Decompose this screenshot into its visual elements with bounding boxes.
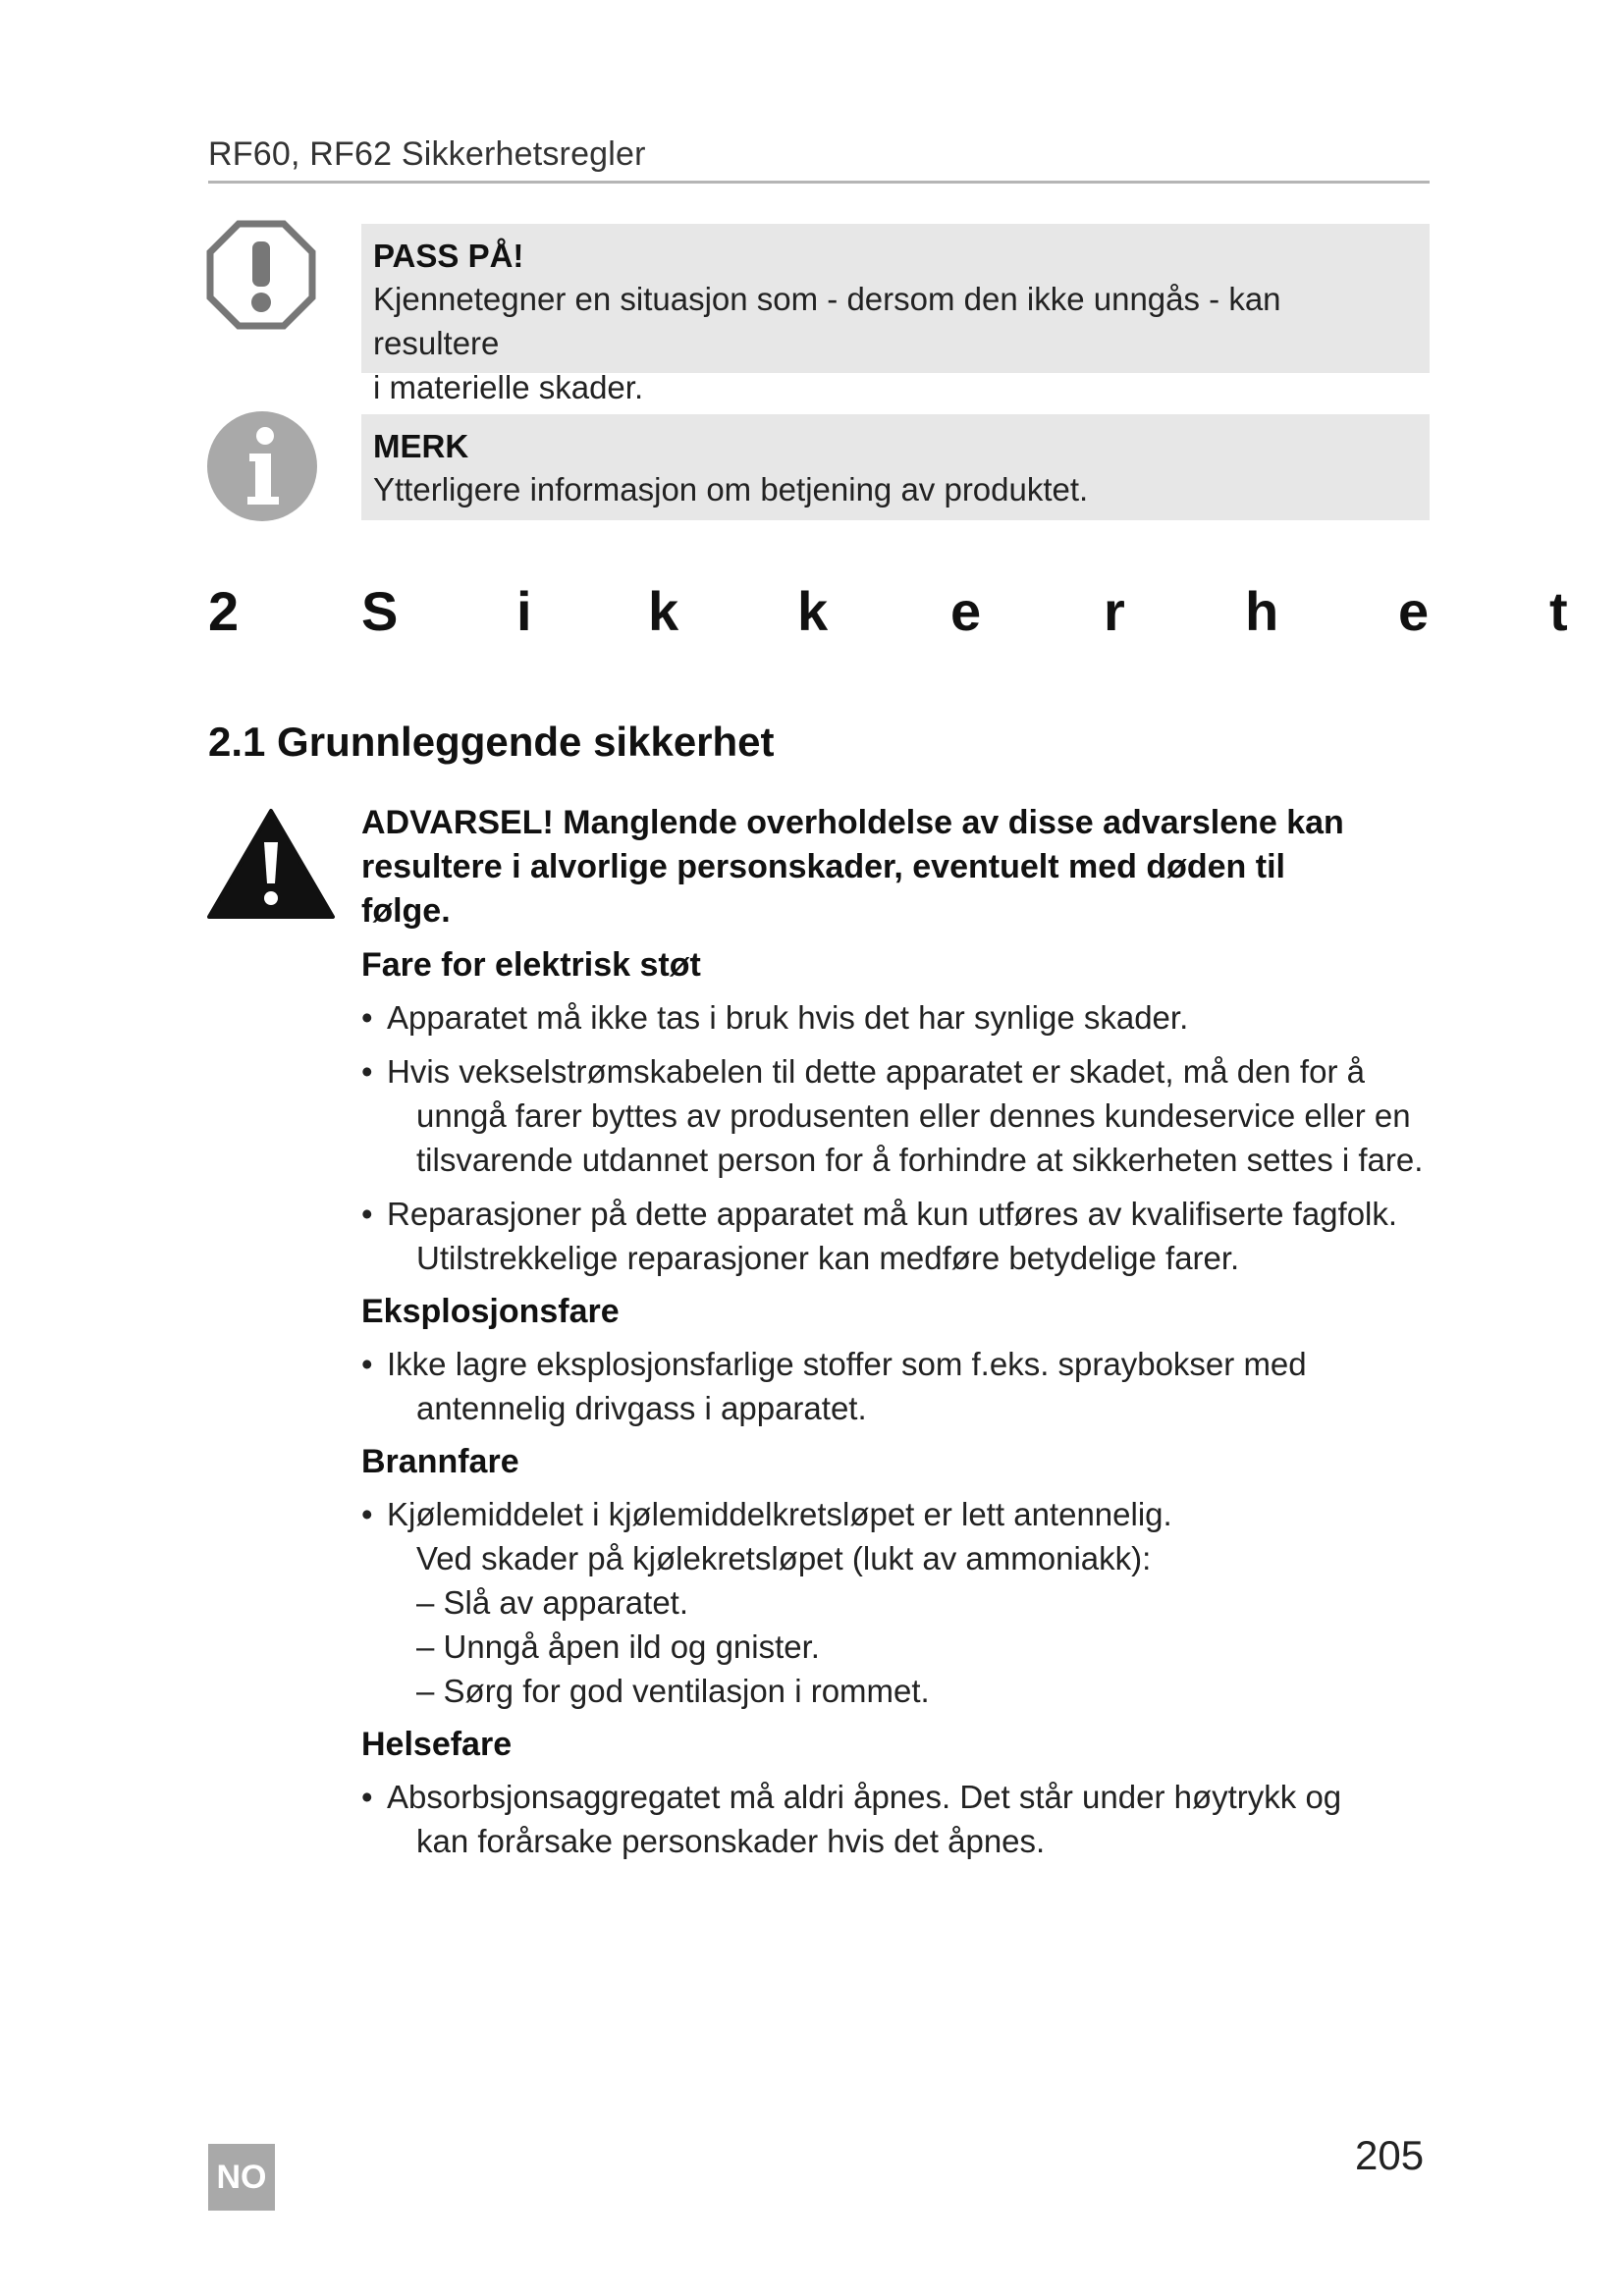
warning-text xyxy=(361,801,1441,934)
bullet-icon: • xyxy=(361,1496,373,1532)
chapter-letter: e xyxy=(950,580,982,642)
bullet-icon: • xyxy=(361,999,373,1036)
list-item: • Kjølemiddelet i kjølemiddelkretsløpet er lett antennelig. Ved skader på kjølekretsløpet (lukt av ammoniakk): – Slå av apparatet. – Unngå åpen ild og gnister. – Sørg for god ventilasjon i rommet. xyxy=(361,1492,1441,1713)
caution-line-1: Kjennetegner en situasjon som - dersom den ikke unngås - kan resultere xyxy=(373,281,1281,361)
subheading-health: Helsefare xyxy=(361,1726,513,1763)
bullet-icon: • xyxy=(361,1196,373,1232)
info-title: MERK xyxy=(373,428,469,464)
caution-note xyxy=(361,224,1430,405)
language-badge: NO xyxy=(208,2144,275,2211)
warning-triangle-icon xyxy=(206,807,336,921)
exclamation-octagon-icon xyxy=(206,220,316,330)
info-note xyxy=(361,414,1430,520)
section-title: 2.1 Grunnleggende sikkerhet xyxy=(208,719,775,765)
bullet-icon: • xyxy=(361,1053,373,1090)
info-text: Ytterligere informasjon om betjening av produktet. xyxy=(373,471,1089,507)
chapter-letter: t xyxy=(1549,580,1568,642)
page-number: 205 xyxy=(1355,2132,1425,2178)
chapter-letter: e xyxy=(1398,580,1430,642)
bullet-icon: • xyxy=(361,1346,373,1382)
chapter-letter: i xyxy=(516,580,532,642)
bullet-icon: • xyxy=(361,1779,373,1815)
dash-item: – Sørg for god ventilasjon i rommet. xyxy=(416,1673,930,1709)
caution-title: PASS PÅ! xyxy=(373,238,524,274)
chapter-letter: r xyxy=(1104,580,1125,642)
warning-line: resultere i alvorlige personskader, eventuelt med døden til xyxy=(361,848,1285,885)
subheading-explosion: Eksplosjonsfare xyxy=(361,1293,620,1330)
caution-line-2: i materielle skader. xyxy=(373,369,644,405)
chapter-heading xyxy=(208,579,1624,658)
subheading-electric: Fare for elektrisk støt xyxy=(361,946,701,984)
list-item: • Apparatet må ikke tas i bruk hvis det har synlige skader. xyxy=(361,995,1441,1040)
chapter-number: 2 xyxy=(208,580,240,642)
chapter-letter: k xyxy=(648,580,679,642)
info-circle-icon xyxy=(206,410,318,522)
header-divider xyxy=(208,181,1430,184)
dash-item: – Slå av apparatet. xyxy=(416,1584,689,1621)
list-item: • Reparasjoner på dette apparatet må kun utføres av kvalifiserte fagfolk. Utilstrekkelige reparasjoner kan medføre betydelige farer. xyxy=(361,1192,1441,1280)
safety-content xyxy=(361,801,1441,1873)
chapter-letter: S xyxy=(361,580,399,642)
subheading-fire: Brannfare xyxy=(361,1443,519,1480)
warning-line: følge. xyxy=(361,892,451,930)
list-item: • Absorbsjonsaggregatet må aldri åpnes. Det står under høytrykk og kan forårsake personskader hvis det åpnes. xyxy=(361,1775,1441,1863)
warning-line: ADVARSEL! Manglende overholdelse av disse advarslene kan xyxy=(361,804,1344,841)
dash-item: – Unngå åpen ild og gnister. xyxy=(416,1629,820,1665)
running-header: RF60, RF62 Sikkerhetsregler xyxy=(208,135,646,173)
chapter-letter: h xyxy=(1245,580,1279,642)
chapter-letter: k xyxy=(797,580,829,642)
list-item: • Ikke lagre eksplosjonsfarlige stoffer som f.eks. spraybokser med antennelig drivgass i apparatet. xyxy=(361,1342,1441,1430)
list-item: • Hvis vekselstrømskabelen til dette apparatet er skadet, må den for å unngå farer byttes av produsenten eller dennes kundeservice eller en tilsvarende utdannet person for å forhindre at sikkerheten settes i fare. xyxy=(361,1049,1441,1182)
